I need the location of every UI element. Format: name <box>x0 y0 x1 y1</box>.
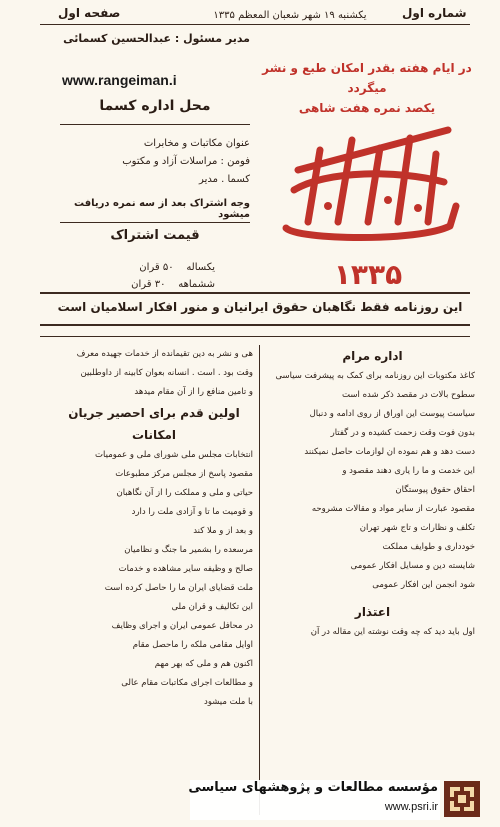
banner-rule-bottom <box>40 324 470 326</box>
text-line: تکلف و نظارات و تاج شهر تهران <box>359 523 475 533</box>
right-column <box>270 345 475 785</box>
banner-motto: این روزنامه فقط نگاهبان حقوق ایرانیان و منور افکار اسلامیان است <box>57 300 463 314</box>
masthead-logo <box>268 110 468 260</box>
jangal-calligraphy-logo <box>268 110 468 260</box>
subscription-row-1 <box>95 262 215 273</box>
slogan <box>262 58 472 118</box>
text-line: و تامین منافع را از آن مقام میدهد <box>134 387 253 397</box>
text-line: مقصود عبارت از سایر مواد و مقالات مشروحه <box>311 504 475 514</box>
text-line: احقاق حقوق پیوستگان <box>395 485 475 495</box>
text-line: وقت بود . است . انسانه بعوان کابینه از داوطلبین <box>80 368 253 378</box>
text-line: شود انجمن این افکار عمومی <box>372 580 475 590</box>
left-column <box>55 345 253 785</box>
text-line: سیاست پیوست این اوراق از روی ادامه و دنبال <box>309 409 475 419</box>
page-number: صفحه اول <box>58 6 121 20</box>
apology-heading: اعتذار <box>354 605 391 619</box>
slogan-line-1: در ایام هفته بقدر امکان طبع و نشر میگردد <box>262 61 472 95</box>
header-rule <box>40 24 470 25</box>
text-line: و بعد از و ملا کند <box>193 526 253 536</box>
text-line: دست دهد و هم نموده ان لوازمات حاصل نمیکنند <box>304 447 475 457</box>
subscription-row-2 <box>95 279 215 290</box>
editor-line: مدیر مسئول : عبدالحسین کسمائی <box>63 32 250 45</box>
text-line: اکنون هم و ملی که بهر مهم <box>154 659 253 669</box>
admin-line-3: کسما . مدیر <box>199 174 250 185</box>
text-line: ملت قضایای ایران ما را حاصل کرده است <box>104 583 253 593</box>
institute-logo-icon <box>444 781 480 817</box>
text-line: صالح و وظیفه سایر مشاهده و خدمات <box>118 564 253 574</box>
admin-rule <box>60 124 250 125</box>
text-line: با ملت میشود <box>204 697 253 707</box>
masthead-year: ۱۳۳۵ <box>333 258 403 291</box>
banner-rule-bottom-2 <box>40 336 470 337</box>
admin-rule-2 <box>60 222 250 223</box>
watermark-bottom <box>190 780 440 820</box>
subscription-title: قیمت اشتراک <box>110 228 200 243</box>
right-column-heading: اداره مرام <box>342 349 403 363</box>
text-line: و مطالعات اجرای مکاتبات مقام عالی <box>121 678 253 688</box>
text-line: کاغذ مکتوبات این روزنامه برای کمک به پیشرفت سیاسی <box>275 371 475 381</box>
column-divider <box>259 345 260 815</box>
text-line: اول باید دید که چه وقت نوشته این مقاله در آن <box>310 627 475 637</box>
watermark-url-top: www.rangeiman.i <box>62 72 177 88</box>
text-line: در محافل عمومی ایران و اجرای وظایف <box>111 621 253 631</box>
banner-rule-top <box>40 292 470 294</box>
text-line: مقصود پاسخ از مجلس مرکز مطبوعات <box>115 469 253 479</box>
office-location: محل اداره کسما <box>99 98 211 114</box>
subscription-price: ۵۰ قران <box>139 262 174 273</box>
text-line: اوایل مقامی ملکه را ماحصل مقام <box>132 640 253 650</box>
admin-line-1: عنوان مکاتبات و مخابرات <box>143 138 250 149</box>
text-line: هی و نشر به دین تقیمانده از خدمات جهیده معرف <box>76 349 253 359</box>
text-line: شایسته دین و مسایل افکار عمومی <box>350 561 475 571</box>
issue-number: شماره اول <box>402 6 467 20</box>
slogan-line-2: یکصد نمره هفت شاهی <box>298 101 436 115</box>
subscription-period: یکساله <box>186 262 215 273</box>
text-line: این تکالیف و قران ملی <box>171 602 253 612</box>
admin-line-2: فومن : مراسلات آزاد و مکتوب <box>122 156 250 167</box>
text-line: حیاتی و ملی و مملکت را از آن نگاهبان <box>116 488 253 498</box>
subscription-price: ۳۰ قران <box>131 279 166 290</box>
institute-url: www.psri.ir <box>384 801 438 813</box>
admin-line-4: وجه اشتراک بعد از سه نمره دریافت میشود <box>74 198 250 220</box>
text-line: بدون فوت وقت زحمت کشیده و در گفتار <box>330 428 475 438</box>
text-line: انتخابات مجلس ملی شورای ملی و عمومیات <box>95 450 253 460</box>
institute-name: مؤسسه مطالعات و پژوهشهای سیاسی <box>188 780 438 795</box>
subscription-period: ششماهه <box>178 279 215 290</box>
left-column-heading: اولین قدم برای احصیر جریان امکانات <box>68 406 240 442</box>
text-line: این خدمت و ما را یاری دهند مقصود و <box>342 466 475 476</box>
date-line: یکشنبه ۱۹ شهر شعبان المعظم ۱۳۳۵ <box>213 10 367 21</box>
text-line: سطوح بالات در مقصد ذکر شده است <box>342 390 475 400</box>
text-line: مرسعده را بشمیر ما جنگ و نظامیان <box>124 545 253 555</box>
text-line: و قومیت ما تا و آزادی ملت را دارد <box>131 507 253 517</box>
text-line: خودداری و طوایف مملکت <box>382 542 475 552</box>
